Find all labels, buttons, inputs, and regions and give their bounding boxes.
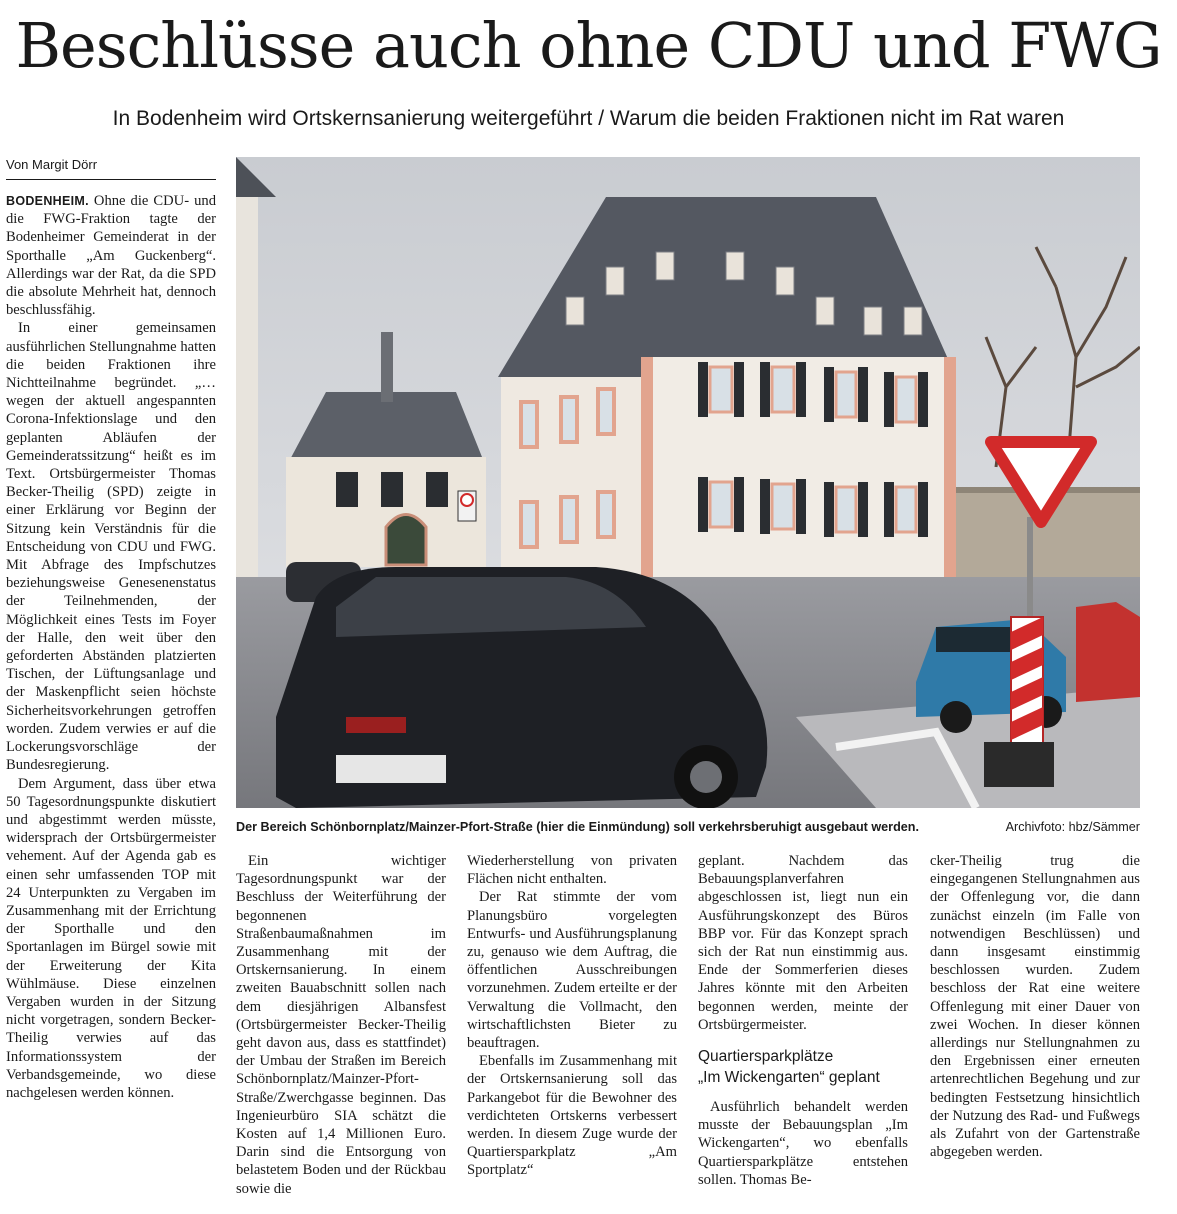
- paragraph: Ein wichtiger Tagesordnungspunkt war der Beschluss der Weiterführung der begonnenen Straßenbaumaßnahmen im Zusammenhang mit der Ortskernsanierung. In einem zweiten Bauabschnitt sollen nach dem diesjährigen Albansfest (Ortsbürgermeister Becker-Theilig geht davon aus, dass es stattfindet) der Umbau der Straßen im Bereich Schönbornplatz/Mainzer-Pfort-Straße/Zwerchgasse beginnen. Das Ingenieurbüro SIA schätzt die Kosten auf 1,4 Millionen Euro. Darin sind die Entsorgung von belastetem Boden und der Rückbau sowie die: [236, 853, 446, 1197]
- headline: Beschlüsse auch ohne CDU und FWG: [15, 9, 1162, 82]
- byline: Von Margit Dörr: [6, 155, 216, 180]
- article-column-4: [698, 852, 908, 1208]
- subheading-line: Quartiersparkplätze: [698, 1048, 834, 1066]
- subheading-line: „Im Wickengarten“ geplant: [698, 1069, 880, 1087]
- street-scene-image: [236, 157, 1140, 808]
- paragraph-text: Ohne die CDU- und die FWG-Fraktion tagte der Bodenheimer Gemeinderat in der Sporthalle „Am Guckenberg“. Allerdings war der Rat, da die SPD die absolute Mehrheit hat, dennoch beschlussfähig.: [6, 193, 216, 319]
- article-column-5: [930, 852, 1140, 1208]
- photo-credit: Archivfoto: hbz/Sämmer: [1005, 820, 1140, 834]
- paragraph: geplant. Nachdem das Bebauungsplanverfahren abgeschlossen ist, liegt nun ein Ausführungskonzept des Büros BBP vor. Für das Konzept sprach sich der Rat nun einstimmig aus. Ende der Sommerferien dieses Jahres könnte mit den Arbeiten begonnen werden, meinte der Ortsbürgermeister.: [698, 853, 908, 1033]
- paragraph: In einer gemeinsamen ausführlichen Stellungnahme hatten die beiden Fraktionen ihre Nichtteilnahme begründet. „…wegen der aktuell angespannten Corona-Infektionslage und den geplanten Abläufen der Gemeinderatssitzung“ heißt es im Text. Ortsbürgermeister Thomas Becker-Theilig (SPD) zeigte in einer Erklärung vor Beginn der Sitzung kein Verständnis für die Entscheidung von CDU und FWG. Mit Abfrage des Impfschutzes beziehungsweise Genesenenstatus der Teilnehmenden, der Möglichkeit eines Tests im Foyer der Halle, den weit über den geforderten Abständen platzierten Tischen, der Lüftungsanlage und der Maskenpflicht seien höchste Sicherheitsvorkehrungen getroffen worden. Zudem verwies er auf die Lockerungsvorschläge der Bundesregierung.: [6, 320, 216, 774]
- section-subheading: [698, 1046, 908, 1088]
- caption-text: Der Bereich Schönbornplatz/Mainzer-Pfort-Straße (hier die Einmündung) soll verkehrsberuhigt ausgebaut werden.: [236, 820, 919, 834]
- article-photo: [236, 157, 1140, 808]
- paragraph: Wiederherstellung von privaten Flächen nicht enthalten.: [467, 853, 677, 888]
- dateline: BODENHEIM.: [6, 194, 89, 208]
- article-column-2: [236, 852, 446, 1208]
- subheadline: In Bodenheim wird Ortskernsanierung weitergeführt / Warum die beiden Fraktionen nicht im Rat waren: [112, 107, 1065, 130]
- article-column-1: [6, 192, 216, 1204]
- paragraph: [6, 192, 216, 319]
- paragraph: Dem Argument, dass über etwa 50 Tagesordnungspunkte diskutiert und abgestimmt werden müsste, widersprach der Ortsbürgermeister vehement. Auf der Agenda gab es einen sehr umfassenden TOP mit 24 Unterpunkten zu Vergaben im Zusammenhang mit der Errichtung der Sporthalle und den Sportanlagen im Bürgel sowie mit der Erweiterung der Kita Wühlmäuse. Diese einzelnen Vergaben wurden in der Sitzung nicht vorgetragen, sondern Becker-Theilig verwies auf das Informationssystem der Verbandsgemeinde, wo diese nachgelesen werden können.: [6, 775, 216, 1101]
- paragraph: Ausführlich behandelt werden musste der Bebauungsplan „Im Wickengarten“, wo ebenfalls Quartiersparkplätze entstehen sollen. Thomas Be-: [698, 1099, 908, 1188]
- article-column-3: [467, 852, 677, 1208]
- paragraph: Der Rat stimmte der vom Planungsbüro vorgelegten Entwurfs- und Ausführungsplanung zu, genauso wie dem Auftrag, die öffentlichen Ausschreibungen vorzunehmen. Zudem erteilte er der Verwaltung die Vollmacht, den wirtschaftlichsten Bieter zu beauftragen.: [467, 889, 677, 1052]
- paragraph: Ebenfalls im Zusammenhang mit der Ortskernsanierung soll das Parkangebot für die Bewohner des verdichteten Ortskerns verbessert werden. In diesem Zuge wurde der Quartiersparkplatz „Am Sportplatz“: [467, 1053, 677, 1179]
- paragraph: cker-Theilig trug die eingegangenen Stellungnahmen aus der Offenlegung vor, die dann zunächst einzeln (im Falle von notwendigen Beschlüssen) und dann insgesamt einstimmig beschlossen wurden. Zudem beschloss der Rat eine weitere Offenlegung mit einer Dauer von zwei Wochen. In dieser können allerdings nur Stellungnahmen zu den Ergebnissen einer erneuten artenrechtlichen Begehung und zur bedingten Festsetzung hinsichtlich der Nutzung des Rad- und Fußwegs als Zufahrt von der Gartenstraße abgegeben werden.: [930, 853, 1140, 1161]
